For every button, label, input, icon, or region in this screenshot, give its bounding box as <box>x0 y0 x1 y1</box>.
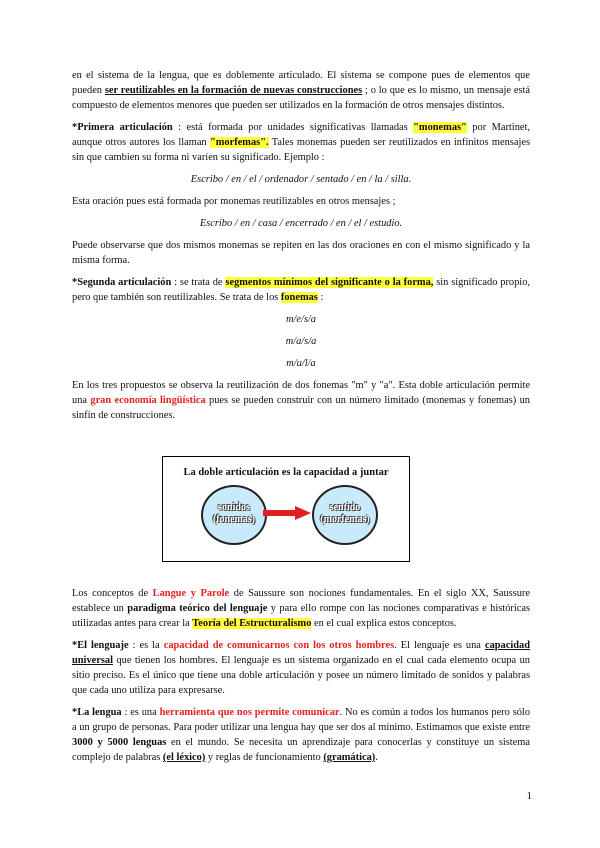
page-number: 1 <box>526 790 532 802</box>
phoneme-example: m/e/s/a <box>285 314 316 325</box>
paragraph-saussure: Los conceptos de Langue y Parole de Saussure son nociones fundamentales. En el siglo XX, Saussure establece un paradigma teórico del lenguaje y para ello rompe con las nociones comparativas e históricas utilizadas antes para crear la Teoría del Estructuralismo en el cual explica estos conceptos. <box>72 588 531 629</box>
document-body <box>72 68 530 423</box>
sentido-circle: sentido (morfemas) <box>312 485 378 545</box>
document-body-lower <box>72 586 530 765</box>
paragraph-lengua: *La lengua : es una herramienta que nos permite comunicar. No es común a todos los humanos pero sólo a un grupo de personas. Para poder utilizar una lengua hay que ser dos al mínimo. Estimamos que existe entre 3000 y 5000 lenguas en el mundo. Se necesita un aprendizaje para conocerlas y constituye un sistema complejo de palabras (el léxico) y reglas de funcionamiento (gramática). <box>72 707 531 763</box>
phoneme-example: m/u/l/a <box>286 358 316 369</box>
paragraph-segunda-articulacion: *Segunda articulación : se trata de segmentos mínimos del significante o la forma, sin significado propio, pero que también son reutilizables. Se trata de los fonemas : <box>72 277 530 303</box>
right-arrow-icon <box>263 506 311 520</box>
paragraph-observacion: Puede observarse que dos mismos monemas se repiten en las dos oraciones en con el mismo significado y la misma forma. <box>72 240 530 266</box>
phoneme-example: m/a/s/a <box>285 336 317 347</box>
paragraph-primera-articulacion: *Primera articulación : está formada por unidades significativas llamadas "monemas" por Martinet, aunque otros autores los llaman "morfemas". Tales monemas pueden ser reutilizados en infinitos mensajes sin que cambien su forma ni varíen su significado. Ejemplo : <box>72 122 530 163</box>
diagram-title: La doble articulación es la capacidad a juntar <box>183 467 389 478</box>
sonidos-circle: sonidos (fonemas) <box>201 485 267 545</box>
paragraph-economia: En los tres propuestos se observa la reutilización de dos fonemas "m" y "a". Esta doble articulación permite una gran economía lingüística pues se pueden construir con un número limitado (monemas y fonemas) un sinfín de construcciones. <box>72 380 530 421</box>
paragraph-lenguaje: *El lenguaje : es la capacidad de comunicarnos con los otros hombres. El lenguaje es una capacidad universal que tienen los hombres. El lenguaje es un sistema organizado en el cual cada elemento ocupa un sitio preciso. Es el único que tiene una doble articulación y posee un número limitado de sonidos y palabras que cada uno utiliza para expresarse. <box>72 640 530 696</box>
example-sentence-1: Escribo / en / el / ordenador / sentado / en / la / silla. <box>190 174 412 185</box>
example-sentence-2: Escribo / en / casa / encerrado / en / el / estudio. <box>199 218 403 229</box>
double-articulation-diagram <box>162 456 410 562</box>
paragraph-oracion: Esta oración pues está formada por monemas reutilizables en otros mensajes ; <box>72 196 396 207</box>
paragraph-intro: en el sistema de la lengua, que es doblemente articulado. El sistema se compone pues de elementos que pueden ser reutilizables en la formación de nuevas construcciones ; o lo que es lo mismo, un mensaje está compuesto de elementos menores que pueden ser utilizados en la formación de otros mensajes distintos. <box>72 70 531 111</box>
